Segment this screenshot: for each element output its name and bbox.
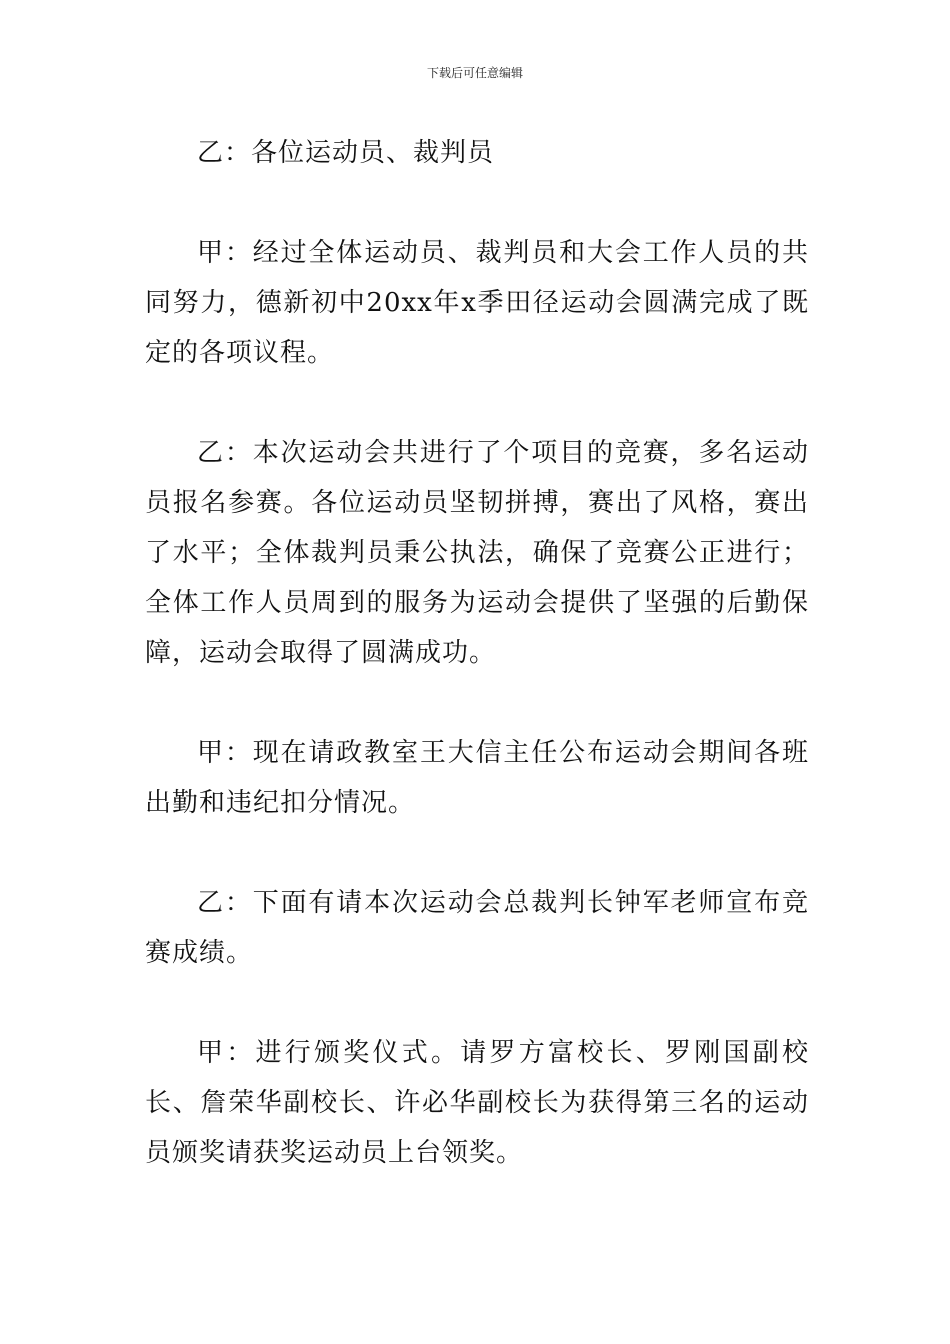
paragraph-6: 甲：进行颁奖仪式。请罗方富校长、罗刚国副校长、詹荣华副校长、许必华副校长为获得第三名的运动员颁奖请获奖运动员上台领奖。	[145, 1038, 809, 1168]
paragraph-5: 乙：下面有请本次运动会总裁判长钟军老师宣布竞赛成绩。	[145, 888, 809, 968]
paragraph-2: 甲：经过全体运动员、裁判员和大会工作人员的共同努力，德新初中20xx年x季田径运动会圆满完成了既定的各项议程。	[145, 238, 809, 368]
paragraph-4: 甲：现在请政教室王大信主任公布运动会期间各班出勤和违纪扣分情况。	[145, 738, 809, 818]
paragraph-3: 乙：本次运动会共进行了个项目的竞赛，多名运动员报名参赛。各位运动员坚韧拼搏，赛出了风格，赛出了水平；全体裁判员秉公执法，确保了竞赛公正进行；全体工作人员周到的服务为运动会提供了坚强的后勤保障，运动会取得了圆满成功。	[145, 438, 809, 668]
document-body	[145, 128, 809, 1228]
paragraph-1: 乙：各位运动员、裁判员	[197, 138, 495, 168]
page-header: 下载后可任意编辑	[426, 66, 523, 80]
